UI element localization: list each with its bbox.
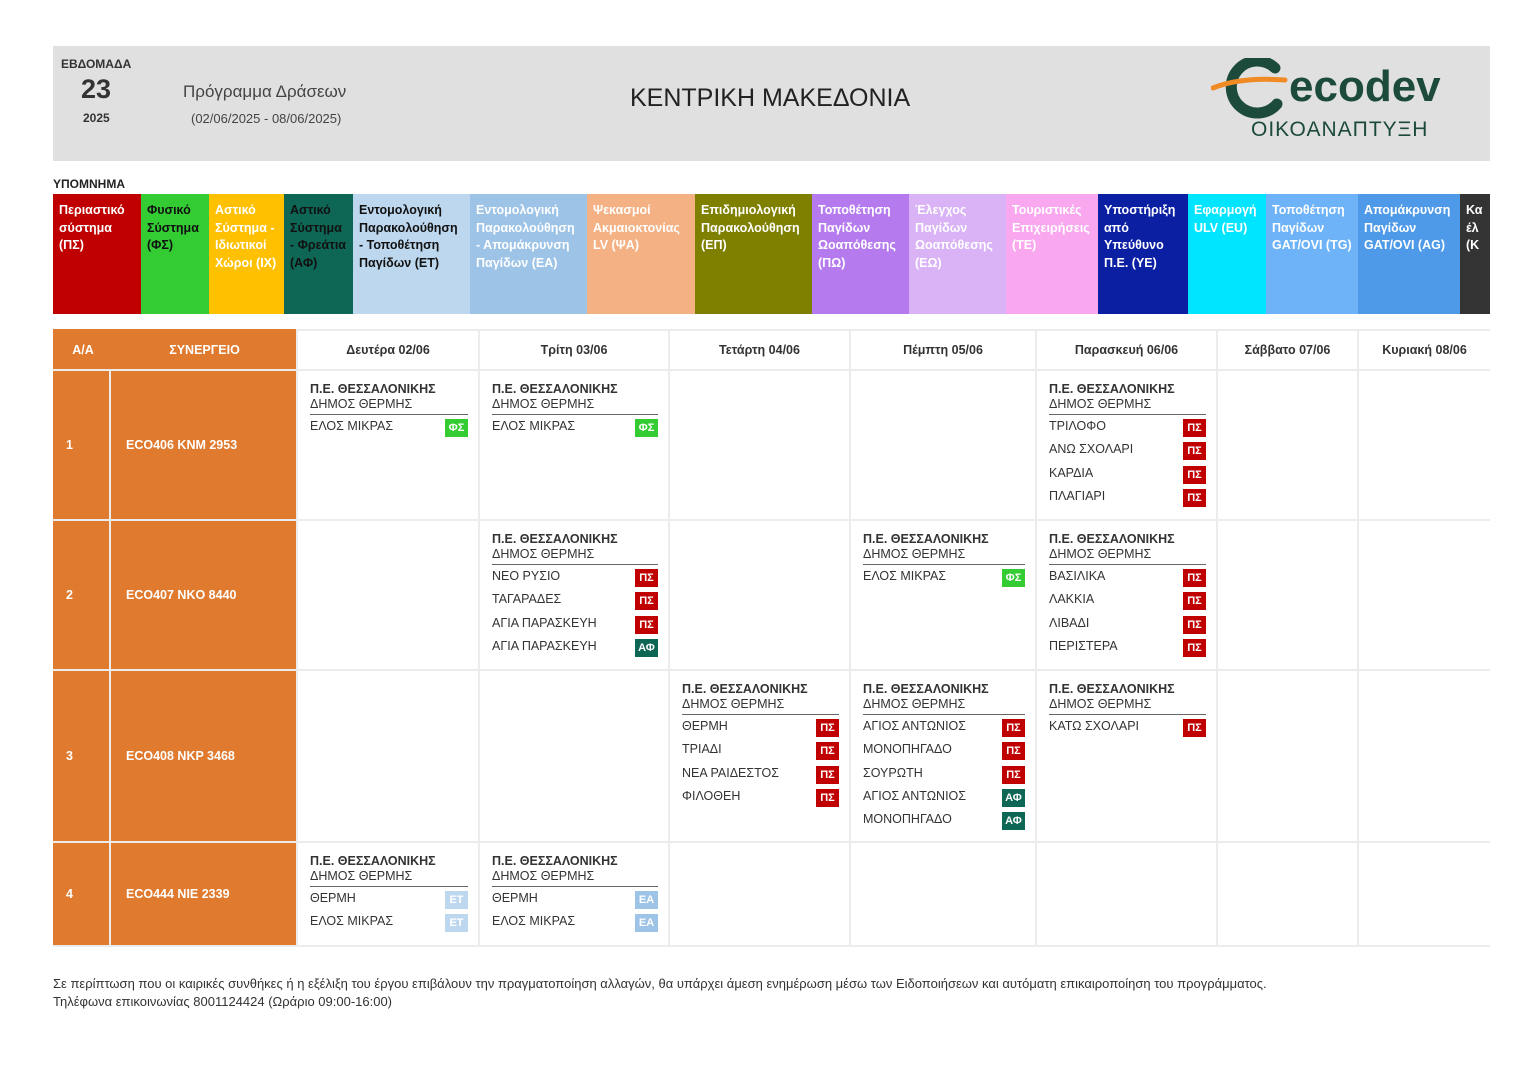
activity-item	[1049, 715, 1206, 738]
day-cell	[478, 371, 668, 519]
regional-unit: Π.Ε. ΘΕΣΣΑΛΟΝΙΚΗΣ	[863, 682, 989, 696]
day-cell	[1216, 521, 1357, 669]
schedule-block	[492, 381, 658, 438]
activity-place: ΕΛΟΣ ΜΙΚΡΑΣ	[492, 914, 576, 929]
crew-id: ECO408 NKP 3468	[111, 671, 296, 841]
day-cell	[1035, 843, 1216, 945]
day-cell	[296, 671, 478, 841]
header-day: Σάββατο 07/06	[1216, 329, 1357, 369]
row-number: 1	[53, 371, 111, 519]
activity-code-badge: ΠΣ	[635, 616, 658, 634]
activity-item	[863, 762, 1025, 785]
legend-item: Τοποθέτηση Παγίδων GAT/OVI (TG)	[1266, 194, 1358, 314]
regional-unit: Π.Ε. ΘΕΣΣΑΛΟΝΙΚΗΣ	[863, 532, 989, 546]
activity-code-badge: ΠΣ	[816, 766, 839, 784]
municipality: ΔΗΜΟΣ ΘΕΡΜΗΣ	[492, 869, 658, 887]
day-cell	[1357, 371, 1490, 519]
activity-code-badge: ΠΣ	[816, 719, 839, 737]
activity-item	[682, 738, 839, 761]
activity-place: ΛΑΚΚΙΑ	[1049, 592, 1095, 607]
activity-item	[863, 738, 1025, 761]
header-day: Τετάρτη 04/06	[668, 329, 849, 369]
header-day: Κυριακή 08/06	[1357, 329, 1490, 369]
legend-item: Φυσικό Σύστημα (ΦΣ)	[141, 194, 209, 314]
day-cell	[849, 521, 1035, 669]
activity-place: ΝΕΑ ΡΑΙΔΕΣΤΟΣ	[682, 765, 779, 780]
municipality: ΔΗΜΟΣ ΘΕΡΜΗΣ	[682, 697, 839, 715]
activity-item	[492, 588, 658, 611]
legend-item: Εφαρμογή ULV (EU)	[1188, 194, 1266, 314]
table-header-row	[53, 329, 1490, 369]
day-cell	[478, 521, 668, 669]
regional-unit: Π.Ε. ΘΕΣΣΑΛΟΝΙΚΗΣ	[492, 854, 618, 868]
crew-id: ECO444 NIE 2339	[111, 843, 296, 945]
week-number: 23	[81, 74, 112, 104]
activity-code-badge: ΦΣ	[1002, 569, 1025, 587]
activity-place: ΑΓΙΑ ΠΑΡΑΣΚΕΥΗ	[492, 615, 597, 630]
activity-code-badge: ΑΦ	[635, 639, 658, 657]
activity-place: ΘΕΡΜΗ	[682, 719, 728, 733]
activity-code-badge: ΠΣ	[816, 742, 839, 760]
activity-item	[492, 887, 658, 910]
municipality: ΔΗΜΟΣ ΘΕΡΜΗΣ	[863, 697, 1025, 715]
regional-unit: Π.Ε. ΘΕΣΣΑΛΟΝΙΚΗΣ	[492, 532, 618, 546]
activity-item	[492, 415, 658, 438]
activity-item	[863, 715, 1025, 738]
day-cell	[296, 371, 478, 519]
program-dates: (02/06/2025 - 08/06/2025)	[191, 111, 342, 126]
activity-code-badge: ΠΣ	[1002, 766, 1025, 784]
activity-place: ΘΕΡΜΗ	[310, 891, 356, 905]
schedule-block	[492, 531, 658, 658]
municipality: ΔΗΜΟΣ ΘΕΡΜΗΣ	[1049, 547, 1206, 565]
legend-item: Επιδημιολογική Παρακολούθηση (ΕΠ)	[695, 194, 812, 314]
legend-item: Απομάκρυνση Παγίδων GAT/OVI (AG)	[1358, 194, 1460, 314]
activity-item	[492, 565, 658, 588]
legend-item: Εντομολογική Παρακολούθηση - Απομάκρυνση Παγίδων (ΕΑ)	[470, 194, 587, 314]
activity-item	[863, 565, 1025, 588]
day-cell	[1216, 843, 1357, 945]
header-crew: ΣΥΝΕΡΓΕΙΟ	[111, 329, 296, 369]
municipality: ΔΗΜΟΣ ΘΕΡΜΗΣ	[492, 397, 658, 415]
activity-code-badge: ΠΣ	[1002, 719, 1025, 737]
legend-item: Αστικό Σύστημα - Ιδιωτικοί Χώροι (ΙΧ)	[209, 194, 284, 314]
day-cell	[668, 843, 849, 945]
week-year: 2025	[83, 111, 110, 125]
activity-place: ΚΑΤΩ ΣΧΟΛΑΡΙ	[1049, 719, 1140, 733]
activity-place: ΑΓΙΟΣ ΑΝΤΩΝΙΟΣ	[863, 719, 966, 733]
day-cell	[849, 843, 1035, 945]
schedule-block	[492, 853, 658, 934]
header-aa: Α/Α	[53, 329, 111, 369]
row-number: 2	[53, 521, 111, 669]
day-cell	[1357, 671, 1490, 841]
page-header	[53, 46, 1490, 161]
activity-place: ΤΡΙΛΟΦΟ	[1049, 419, 1106, 433]
table-row	[53, 841, 1490, 945]
activity-item	[310, 910, 468, 933]
activity-code-badge: ΠΣ	[816, 789, 839, 807]
schedule-block	[863, 681, 1025, 831]
activity-place: ΑΝΩ ΣΧΟΛΑΡΙ	[1049, 442, 1134, 457]
regional-unit: Π.Ε. ΘΕΣΣΑΛΟΝΙΚΗΣ	[1049, 532, 1175, 546]
table-row	[53, 669, 1490, 841]
activity-item	[682, 785, 839, 808]
row-number: 3	[53, 671, 111, 841]
regional-unit: Π.Ε. ΘΕΣΣΑΛΟΝΙΚΗΣ	[1049, 382, 1175, 396]
activity-place: ΝΕΟ ΡΥΣΙΟ	[492, 569, 561, 583]
day-cell	[1035, 521, 1216, 669]
activity-code-badge: ΠΣ	[635, 569, 658, 587]
activity-place: ΠΕΡΙΣΤΕΡΑ	[1049, 638, 1118, 653]
municipality: ΔΗΜΟΣ ΘΕΡΜΗΣ	[310, 397, 468, 415]
day-cell	[296, 843, 478, 945]
activity-place: ΣΟΥΡΩΤΗ	[863, 765, 923, 780]
activity-place: ΜΟΝΟΠΗΓΑΔΟ	[863, 742, 952, 757]
activity-place: ΛΙΒΑΔΙ	[1049, 615, 1090, 630]
footer-contact: Τηλέφωνα επικοινωνίας 8001124424 (Ωράριο 09:00-16:00)	[53, 994, 393, 1009]
activity-item	[1049, 485, 1206, 508]
activity-code-badge: ΑΦ	[1002, 812, 1025, 830]
municipality: ΔΗΜΟΣ ΘΕΡΜΗΣ	[1049, 397, 1206, 415]
activity-place: ΑΓΙΟΣ ΑΝΤΩΝΙΟΣ	[863, 788, 966, 803]
day-cell	[849, 671, 1035, 841]
day-cell	[849, 371, 1035, 519]
legend-item: Εντομολογική Παρακολούθηση - Τοποθέτηση Παγίδων (ΕΤ)	[353, 194, 470, 314]
legend-item: Τοποθέτηση Παγίδων Ωοαπόθεσης (ΠΩ)	[812, 194, 909, 314]
activity-code-badge: ΕΑ	[635, 914, 658, 932]
logo-subtitle: ΟΙΚΟΑΝΑΠΤΥΞΗ	[1251, 118, 1429, 141]
day-cell	[668, 371, 849, 519]
week-label: ΕΒΔΟΜΑΔΑ	[61, 57, 132, 71]
day-cell	[1216, 671, 1357, 841]
municipality: ΔΗΜΟΣ ΘΕΡΜΗΣ	[1049, 697, 1206, 715]
schedule-block	[863, 531, 1025, 588]
table-row	[53, 519, 1490, 669]
logo-wordmark: ecodev	[1289, 62, 1441, 111]
activity-item	[1049, 565, 1206, 588]
activity-place: ΒΑΣΙΛΙΚΑ	[1049, 569, 1106, 583]
legend-title: ΥΠΟΜΝΗΜΑ	[53, 177, 125, 191]
activity-place: ΕΛΟΣ ΜΙΚΡΑΣ	[863, 569, 947, 583]
activity-code-badge: ΠΣ	[1183, 419, 1206, 437]
activity-place: ΤΑΓΑΡΑΔΕΣ	[492, 592, 562, 607]
day-cell	[478, 843, 668, 945]
activity-item	[1049, 588, 1206, 611]
ecodev-logo-mark-icon	[1211, 58, 1293, 120]
regional-unit: Π.Ε. ΘΕΣΣΑΛΟΝΙΚΗΣ	[310, 382, 436, 396]
day-cell	[1216, 371, 1357, 519]
legend-item: Περιαστικό σύστημα (ΠΣ)	[53, 194, 141, 314]
legend-item: Αστικό Σύστημα - Φρεάτια (ΑΦ)	[284, 194, 353, 314]
activity-code-badge: ΦΣ	[445, 419, 468, 437]
legend-item: Τουριστικές Επιχειρήσεις (ΤΕ)	[1006, 194, 1098, 314]
schedule-block	[1049, 531, 1206, 658]
activity-item	[1049, 415, 1206, 438]
activity-place: ΠΛΑΓΙΑΡΙ	[1049, 488, 1106, 503]
activity-code-badge: ΕΤ	[445, 891, 468, 909]
legend-item: Έλεγχος Παγίδων Ωοαπόθεσης (ΕΩ)	[909, 194, 1006, 314]
municipality: ΔΗΜΟΣ ΘΕΡΜΗΣ	[310, 869, 468, 887]
activity-code-badge: ΠΣ	[1183, 592, 1206, 610]
activity-code-badge: ΠΣ	[1183, 569, 1206, 587]
schedule-block	[1049, 381, 1206, 508]
regional-unit: Π.Ε. ΘΕΣΣΑΛΟΝΙΚΗΣ	[682, 682, 808, 696]
table-row	[53, 369, 1490, 519]
activity-place: ΕΛΟΣ ΜΙΚΡΑΣ	[310, 419, 394, 433]
activity-item	[1049, 462, 1206, 485]
activity-item	[1049, 635, 1206, 658]
header-day: Τρίτη 03/06	[478, 329, 668, 369]
activity-code-badge: ΠΣ	[635, 592, 658, 610]
activity-code-badge: ΕΤ	[445, 914, 468, 932]
activity-code-badge: ΠΣ	[1183, 489, 1206, 507]
footer-notice: Σε περίπτωση που οι καιρικές συνθήκες ή η εξέλιξη του έργου επιβάλουν την πραγματοποίηση αλλαγών, θα υπάρχει άμεση ενημέρωση μέσω των Ειδοποιήσεων και αυτόματη επικαιροποίηση του προγράμματος.	[53, 976, 1267, 991]
activity-item	[863, 808, 1025, 831]
activity-place: ΕΛΟΣ ΜΙΚΡΑΣ	[492, 419, 576, 433]
activity-place: ΤΡΙΑΔΙ	[682, 742, 722, 757]
activity-code-badge: ΠΣ	[1183, 466, 1206, 484]
activity-code-badge: ΠΣ	[1183, 639, 1206, 657]
header-day: Δευτέρα 02/06	[296, 329, 478, 369]
schedule-block	[310, 853, 468, 934]
activity-code-badge: ΠΣ	[1002, 742, 1025, 760]
activity-item	[492, 612, 658, 635]
activity-item	[1049, 612, 1206, 635]
schedule-block	[1049, 681, 1206, 738]
activity-place: ΚΑΡΔΙΑ	[1049, 465, 1094, 480]
activity-code-badge: ΦΣ	[635, 419, 658, 437]
row-number: 4	[53, 843, 111, 945]
day-cell	[1357, 521, 1490, 669]
crew-id: ECO407 NKO 8440	[111, 521, 296, 669]
activity-item	[310, 887, 468, 910]
legend	[53, 194, 1490, 314]
table-bottom-border	[53, 945, 1490, 947]
activity-item	[310, 415, 468, 438]
ecodev-logo	[1211, 54, 1481, 154]
day-cell	[1035, 671, 1216, 841]
activity-code-badge: ΠΣ	[1183, 616, 1206, 634]
header-day: Πέμπτη 05/06	[849, 329, 1035, 369]
activity-place: ΕΛΟΣ ΜΙΚΡΑΣ	[310, 914, 394, 929]
legend-item: Ψεκασμοί Ακμαιοκτονίας LV (ΨΑ)	[587, 194, 695, 314]
activity-item	[682, 715, 839, 738]
regional-unit: Π.Ε. ΘΕΣΣΑΛΟΝΙΚΗΣ	[1049, 682, 1175, 696]
activity-item	[863, 785, 1025, 808]
day-cell	[296, 521, 478, 669]
header-day: Παρασκευή 06/06	[1035, 329, 1216, 369]
program-title: Πρόγραμμα Δράσεων	[183, 82, 347, 101]
activity-item	[492, 635, 658, 658]
municipality: ΔΗΜΟΣ ΘΕΡΜΗΣ	[863, 547, 1025, 565]
day-cell	[668, 521, 849, 669]
regional-unit: Π.Ε. ΘΕΣΣΑΛΟΝΙΚΗΣ	[492, 382, 618, 396]
day-cell	[1357, 843, 1490, 945]
activity-code-badge: ΑΦ	[1002, 789, 1025, 807]
schedule-block	[310, 381, 468, 438]
crew-id: ECO406 KNM 2953	[111, 371, 296, 519]
activity-item	[1049, 438, 1206, 461]
activity-place: ΘΕΡΜΗ	[492, 891, 538, 905]
region-title: ΚΕΝΤΡΙΚΗ ΜΑΚΕΔΟΝΙΑ	[630, 84, 911, 112]
activity-place: ΦΙΛΟΘΕΗ	[682, 788, 741, 803]
day-cell	[1035, 371, 1216, 519]
activity-item	[492, 910, 658, 933]
legend-item: Κα έλ (Κ	[1460, 194, 1490, 314]
activity-code-badge: ΕΑ	[635, 891, 658, 909]
regional-unit: Π.Ε. ΘΕΣΣΑΛΟΝΙΚΗΣ	[310, 854, 436, 868]
municipality: ΔΗΜΟΣ ΘΕΡΜΗΣ	[492, 547, 658, 565]
day-cell	[668, 671, 849, 841]
schedule-block	[682, 681, 839, 808]
activity-place: ΑΓΙΑ ΠΑΡΑΣΚΕΥΗ	[492, 638, 597, 653]
day-cell	[478, 671, 668, 841]
legend-item: Υποστήριξη από Υπεύθυνο Π.Ε. (ΥΕ)	[1098, 194, 1188, 314]
activity-code-badge: ΠΣ	[1183, 442, 1206, 460]
activity-place: ΜΟΝΟΠΗΓΑΔΟ	[863, 812, 952, 827]
activity-code-badge: ΠΣ	[1183, 719, 1206, 737]
activity-item	[682, 762, 839, 785]
